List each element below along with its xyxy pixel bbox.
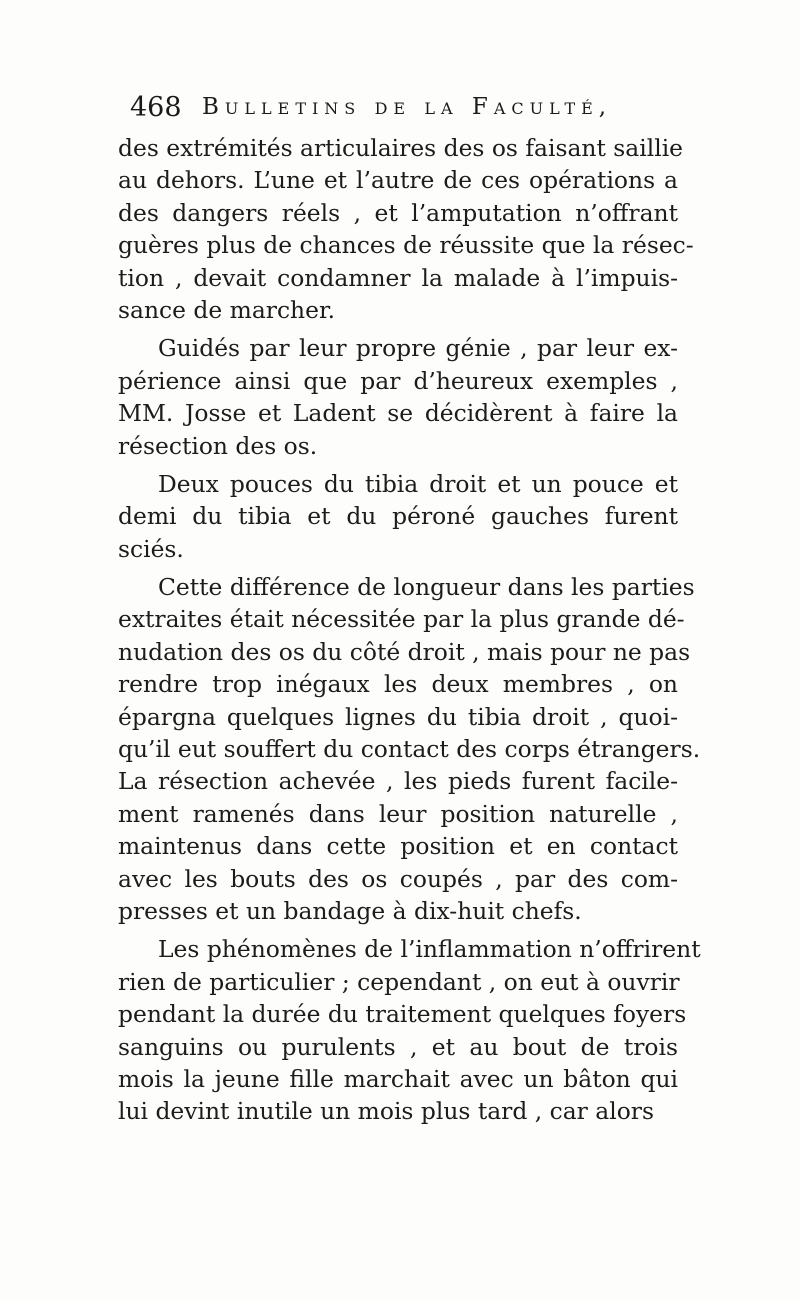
text-line: nudation des os du côté droit , mais pour ne pas (118, 637, 691, 666)
paragraph (118, 571, 701, 927)
text-line: tion , devait condamner la malade à l’impuis- (118, 263, 678, 292)
paragraph (118, 132, 694, 326)
paragraph (118, 468, 678, 565)
text-line: extraites était nécessitée par la plus grande dé- (118, 605, 685, 634)
text-line: ment ramenés dans leur position naturelle , (118, 799, 678, 828)
text-line: guères plus de chances de réussite que la résec- (118, 231, 694, 260)
text-line: rien de particulier ; cependant , on eut à ouvrir (118, 967, 680, 996)
text-line: avec les bouts des os coupés , par des com- (118, 864, 678, 893)
text-line: sciés. (118, 534, 184, 563)
text-line: au dehors. L’une et l’autre de ces opérations a (118, 166, 678, 195)
text-line: maintenus dans cette position et en contact (118, 832, 678, 861)
text-line: demi du tibia et du péroné gauches furent (118, 502, 678, 531)
text-line: presses et un bandage à dix-huit chefs. (118, 896, 582, 925)
text-line: qu’il eut souffert du contact des corps étrangers. (118, 735, 701, 764)
body-text (118, 132, 701, 1128)
text-line: périence ainsi que par d’heureux exemples , (118, 366, 678, 395)
text-line: rendre trop inégaux les deux membres , on (118, 670, 678, 699)
text-line: sanguins ou purulents , et au bout de trois (118, 1032, 678, 1061)
text-line: sance de marcher. (118, 295, 336, 324)
page-header (118, 92, 678, 132)
text-line: épargna quelques lignes du tibia droit , quoi- (118, 702, 678, 731)
text-line: lui devint inutile un mois plus tard , car alors (118, 1097, 654, 1126)
paragraph (118, 332, 678, 462)
running-title: Bulletins de la Faculté, (202, 94, 613, 120)
text-line: Cette différence de longueur dans les parties (158, 573, 695, 602)
text-line: des extrémités articulaires des os faisant saillie (118, 134, 684, 162)
text-line: MM. Josse et Ladent se décidèrent à faire la (118, 399, 678, 428)
text-line: Guidés par leur propre génie , par leur ex- (158, 334, 678, 363)
text-line: Les phénomènes de l’inflammation n’offrirent (158, 935, 701, 964)
paragraph (118, 933, 701, 1127)
text-line: pendant la durée du traitement quelques foyers (118, 1000, 687, 1029)
text-line: résection des os. (118, 431, 318, 460)
text-line: mois la jeune fille marchait avec un bâton qui (118, 1064, 678, 1093)
text-line: Deux pouces du tibia droit et un pouce et (158, 469, 678, 498)
text-line: La résection achevée , les pieds furent facile- (118, 767, 678, 796)
text-line: des dangers réels , et l’amputation n’offrant (118, 198, 678, 227)
page-number: 468 (130, 92, 182, 123)
